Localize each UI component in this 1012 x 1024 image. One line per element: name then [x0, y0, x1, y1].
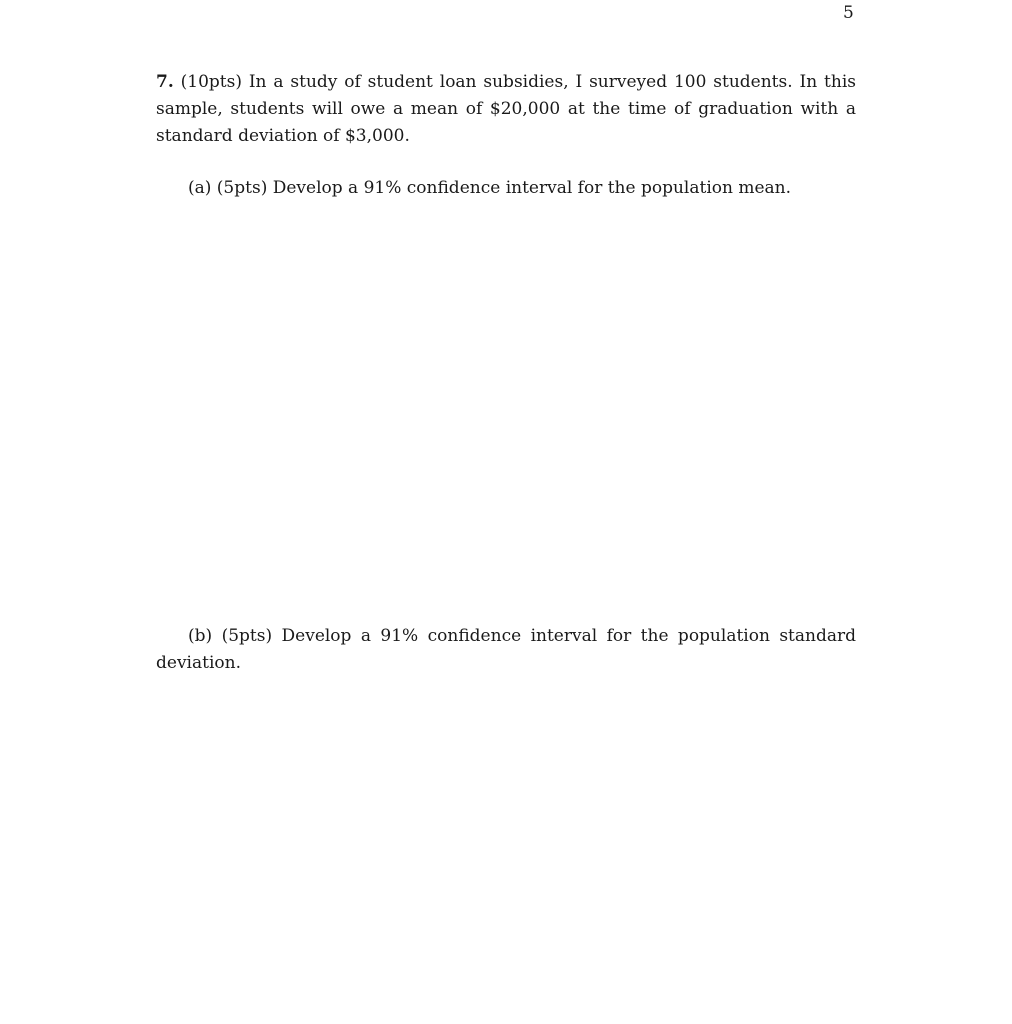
- question-7: [156, 69, 856, 150]
- page-number: 5: [843, 3, 854, 23]
- part-b-prompt: (b) (5pts) Develop a 91% confidence interval for the population standard deviation.: [156, 626, 856, 673]
- part-a-prompt: (a) (5pts) Develop a 91% confidence interval for the population mean.: [188, 178, 792, 198]
- question-number: 7.: [156, 72, 174, 92]
- question-text: (10pts) In a study of student loan subsidies, I surveyed 100 students. In this sample, students will owe a mean of $20,000 at the time of graduation with a standard deviation of $3,000.: [156, 72, 856, 146]
